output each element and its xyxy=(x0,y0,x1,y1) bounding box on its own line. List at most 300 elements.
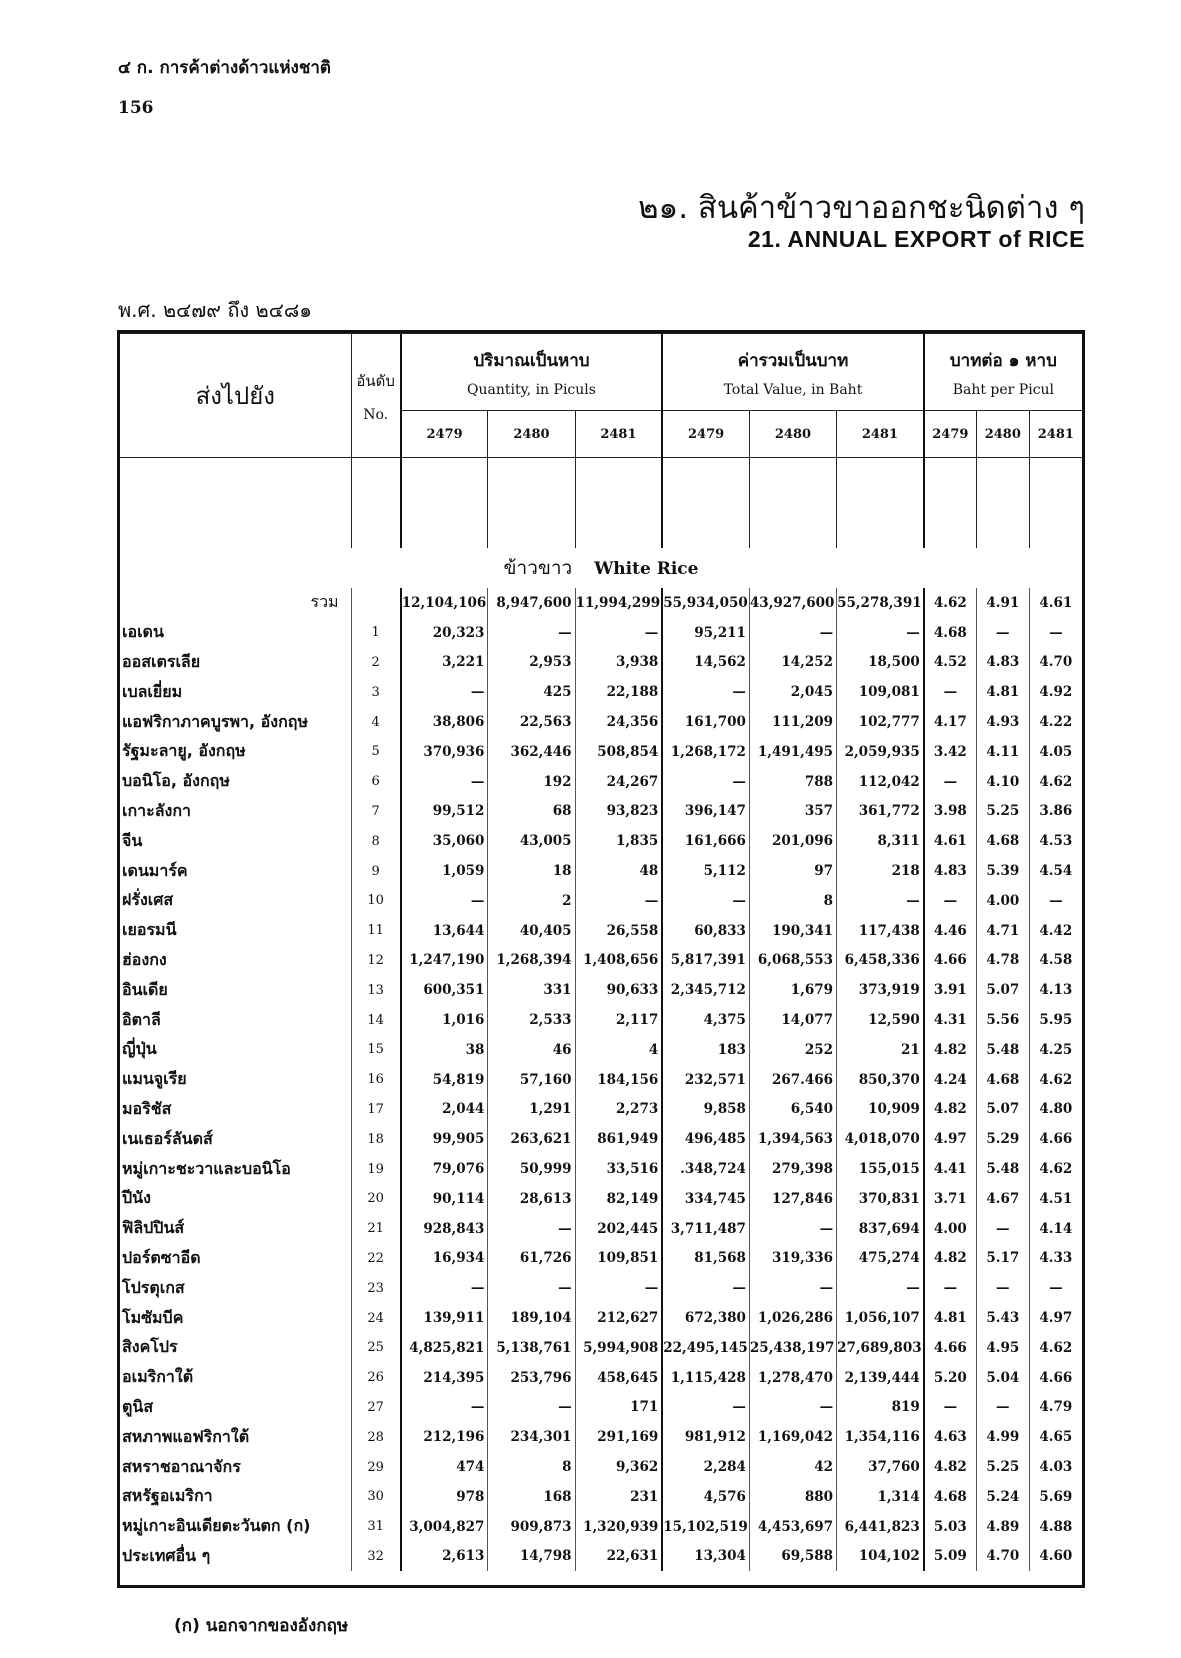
baht-per-picul-cell: 4.68 xyxy=(924,618,977,648)
value-cell: 4,576 xyxy=(662,1482,749,1512)
row-number-cell: 6 xyxy=(351,767,401,797)
baht-per-picul-cell: 4.22 xyxy=(1029,707,1082,737)
baht-per-picul-cell: 4.60 xyxy=(1029,1542,1082,1572)
quantity-cell: 33,516 xyxy=(575,1154,662,1184)
destination-cell: เนเธอร์ลันดส์ xyxy=(122,1128,213,1148)
destination-cell: สหภาพแอฟริกาใต้ xyxy=(122,1426,250,1446)
baht-per-picul-cell: 4.99 xyxy=(976,1422,1029,1452)
total-val-2480: 43,927,600 xyxy=(749,588,836,618)
baht-per-picul-cell: 4.92 xyxy=(1029,677,1082,707)
quantity-cell: 171 xyxy=(575,1393,662,1423)
row-number-cell: 3 xyxy=(351,677,401,707)
baht-per-picul-cell: — xyxy=(976,618,1029,648)
destination-cell: หมู่เกาะอินเดียตะวันตก (ก) xyxy=(122,1516,311,1536)
quantity-cell: 508,854 xyxy=(575,737,662,767)
row-number-cell: 22 xyxy=(351,1244,401,1274)
baht-per-picul-cell: 5.95 xyxy=(1029,1005,1082,1035)
row-number-cell: 11 xyxy=(351,916,401,946)
quantity-cell: — xyxy=(488,1393,575,1423)
baht-per-picul-cell: 4.17 xyxy=(924,707,977,737)
quantity-cell: 291,169 xyxy=(575,1422,662,1452)
value-cell: — xyxy=(662,886,749,916)
quantity-cell: 2,613 xyxy=(401,1542,488,1572)
baht-per-picul-cell: — xyxy=(976,1393,1029,1423)
baht-per-picul-cell: 5.07 xyxy=(976,1095,1029,1125)
value-cell: 14,562 xyxy=(662,648,749,678)
quantity-cell: 109,851 xyxy=(575,1244,662,1274)
footnote: (ก) นอกจากของอังกฤษ xyxy=(174,1616,349,1636)
value-cell: — xyxy=(837,1273,924,1303)
baht-per-picul-cell: 4.25 xyxy=(1029,1035,1082,1065)
page-number: 156 xyxy=(118,98,154,118)
value-cell: 97 xyxy=(749,856,836,886)
baht-per-picul-cell: 4.66 xyxy=(1029,1124,1082,1154)
baht-per-picul-cell: 4.41 xyxy=(924,1154,977,1184)
row-number-cell: 7 xyxy=(351,797,401,827)
value-cell: 2,284 xyxy=(662,1452,749,1482)
value-cell: — xyxy=(837,618,924,648)
table-row xyxy=(120,707,1082,737)
row-number-cell: 32 xyxy=(351,1542,401,1572)
quantity-cell: 231 xyxy=(575,1482,662,1512)
table-row xyxy=(120,975,1082,1005)
baht-per-picul-cell: 4.81 xyxy=(976,677,1029,707)
quantity-cell: 362,446 xyxy=(488,737,575,767)
destination-cell: บอนิโอ, อังกฤษ xyxy=(122,771,230,791)
quantity-cell: 1,268,394 xyxy=(488,946,575,976)
quantity-cell: — xyxy=(575,618,662,648)
value-cell: 42 xyxy=(749,1452,836,1482)
quantity-cell: 928,843 xyxy=(401,1214,488,1244)
table-row xyxy=(120,1244,1082,1274)
period-label: พ.ศ. ๒๔๗๙ ถึง ๒๔๘๑ xyxy=(118,298,312,322)
table-title-thai: ๒๑. สินค้าข้าวขาออกชะนิดต่าง ๆ xyxy=(638,190,1085,226)
value-cell: 8 xyxy=(749,886,836,916)
destination-cell: อิตาลี xyxy=(122,1009,161,1029)
quantity-cell: 48 xyxy=(575,856,662,886)
quantity-cell: 253,796 xyxy=(488,1363,575,1393)
baht-per-picul-cell: 4.66 xyxy=(924,1333,977,1363)
quantity-cell: 214,395 xyxy=(401,1363,488,1393)
value-cell: 18,500 xyxy=(837,648,924,678)
table-row xyxy=(120,1363,1082,1393)
value-cell: 396,147 xyxy=(662,797,749,827)
value-cell: 8,311 xyxy=(837,826,924,856)
destination-cell: สิงคโปร xyxy=(122,1337,178,1357)
destination-cell: ออสเตรเลีย xyxy=(122,651,201,671)
baht-per-picul-cell: 4.00 xyxy=(924,1214,977,1244)
baht-per-picul-cell: — xyxy=(1029,1273,1082,1303)
export-table-frame xyxy=(117,330,1085,1588)
baht-per-picul-cell: 4.62 xyxy=(1029,1065,1082,1095)
baht-per-picul-cell: 4.54 xyxy=(1029,856,1082,886)
destination-cell: ตูนิส xyxy=(122,1396,154,1416)
baht-per-picul-cell: 4.10 xyxy=(976,767,1029,797)
table-row xyxy=(120,1065,1082,1095)
year-header-qty-2481: 2481 xyxy=(575,411,662,458)
destination-cell: ปีนัง xyxy=(122,1188,151,1208)
baht-per-picul-cell: 4.97 xyxy=(1029,1303,1082,1333)
baht-per-picul-cell: 4.51 xyxy=(1029,1184,1082,1214)
row-number-cell: 27 xyxy=(351,1393,401,1423)
baht-per-picul-cell: 3.91 xyxy=(924,975,977,1005)
baht-per-picul-cell: 4.79 xyxy=(1029,1393,1082,1423)
baht-per-picul-cell: 4.82 xyxy=(924,1452,977,1482)
row-number-cell: 14 xyxy=(351,1005,401,1035)
baht-per-picul-cell: 4.71 xyxy=(976,916,1029,946)
quantity-cell: 82,149 xyxy=(575,1184,662,1214)
destination-cell: แอฟริกาภาคบูรพา, อังกฤษ xyxy=(122,711,309,731)
value-cell: 5,112 xyxy=(662,856,749,886)
table-row xyxy=(120,797,1082,827)
value-cell: 788 xyxy=(749,767,836,797)
quantity-cell: 57,160 xyxy=(488,1065,575,1095)
table-row xyxy=(120,1422,1082,1452)
value-cell: 232,571 xyxy=(662,1065,749,1095)
quantity-cell: 234,301 xyxy=(488,1422,575,1452)
value-cell: 10,909 xyxy=(837,1095,924,1125)
quantity-cell: 18 xyxy=(488,856,575,886)
quantity-cell: 40,405 xyxy=(488,916,575,946)
baht-per-picul-cell: 4.33 xyxy=(1029,1244,1082,1274)
row-number-cell: 20 xyxy=(351,1184,401,1214)
destination-cell: มอริชัส xyxy=(122,1098,172,1118)
quantity-cell: 212,196 xyxy=(401,1422,488,1452)
destination-cell: เยอรมนี xyxy=(122,920,177,940)
row-number-cell: 2 xyxy=(351,648,401,678)
quantity-cell: 99,512 xyxy=(401,797,488,827)
baht-per-picul-cell: 4.78 xyxy=(976,946,1029,976)
baht-per-picul-cell: — xyxy=(924,677,977,707)
quantity-cell: 331 xyxy=(488,975,575,1005)
baht-per-picul-cell: 4.31 xyxy=(924,1005,977,1035)
quantity-cell: — xyxy=(488,618,575,648)
baht-per-picul-cell: 5.56 xyxy=(976,1005,1029,1035)
value-cell: 127,846 xyxy=(749,1184,836,1214)
value-cell: 496,485 xyxy=(662,1124,749,1154)
quantity-cell: 189,104 xyxy=(488,1303,575,1333)
quantity-cell: 22,631 xyxy=(575,1542,662,1572)
total-qty-2479: 12,104,106 xyxy=(401,588,488,618)
baht-per-picul-cell: — xyxy=(1029,618,1082,648)
row-number-cell: 1 xyxy=(351,618,401,648)
quantity-cell: 22,188 xyxy=(575,677,662,707)
quantity-cell: 24,356 xyxy=(575,707,662,737)
destination-cell: รัฐมะลายู, อังกฤษ xyxy=(122,741,246,761)
quantity-cell: 22,563 xyxy=(488,707,575,737)
value-cell: 95,211 xyxy=(662,618,749,648)
year-header-val-2479: 2479 xyxy=(662,411,749,458)
value-cell: 102,777 xyxy=(837,707,924,737)
baht-per-picul-cell: 4.68 xyxy=(924,1482,977,1512)
value-cell: 2,059,935 xyxy=(837,737,924,767)
value-cell: 6,441,823 xyxy=(837,1512,924,1542)
destination-cell: ฟิลิปปินส์ xyxy=(122,1218,185,1238)
value-cell: 14,252 xyxy=(749,648,836,678)
quantity-cell: — xyxy=(488,1214,575,1244)
row-number-cell: 28 xyxy=(351,1422,401,1452)
quantity-cell: 1,247,190 xyxy=(401,946,488,976)
row-number-cell: 23 xyxy=(351,1273,401,1303)
baht-per-picul-cell: 4.13 xyxy=(1029,975,1082,1005)
quantity-cell: 99,905 xyxy=(401,1124,488,1154)
quantity-cell: 5,994,908 xyxy=(575,1333,662,1363)
quantity-cell: 4 xyxy=(575,1035,662,1065)
total-qty-2481: 11,994,299 xyxy=(575,588,662,618)
destination-cell: สหราชอาณาจักร xyxy=(122,1456,241,1476)
baht-per-picul-cell: 4.68 xyxy=(976,1065,1029,1095)
table-row xyxy=(120,1333,1082,1363)
quantity-cell: — xyxy=(488,1273,575,1303)
value-cell: 373,919 xyxy=(837,975,924,1005)
quantity-cell: 1,320,939 xyxy=(575,1512,662,1542)
baht-per-picul-cell: 4.52 xyxy=(924,648,977,678)
quantity-cell: 1,291 xyxy=(488,1095,575,1125)
value-cell: — xyxy=(749,1214,836,1244)
destination-cell: หมู่เกาะชะวาและบอนิโอ xyxy=(122,1158,291,1178)
value-cell: 6,458,336 xyxy=(837,946,924,976)
table-row xyxy=(120,916,1082,946)
value-cell: 370,831 xyxy=(837,1184,924,1214)
row-number-cell: 31 xyxy=(351,1512,401,1542)
value-cell: 6,068,553 xyxy=(749,946,836,976)
baht-per-picul-cell: 4.81 xyxy=(924,1303,977,1333)
table-row xyxy=(120,1452,1082,1482)
row-number-cell: 29 xyxy=(351,1452,401,1482)
quantity-cell: — xyxy=(401,1273,488,1303)
baht-per-picul-cell: 4.58 xyxy=(1029,946,1082,976)
baht-per-picul-cell: 4.63 xyxy=(924,1422,977,1452)
quantity-cell: 68 xyxy=(488,797,575,827)
table-row xyxy=(120,1154,1082,1184)
quantity-cell: 46 xyxy=(488,1035,575,1065)
baht-per-picul-cell: 4.82 xyxy=(924,1035,977,1065)
destination-cell: เดนมาร์ค xyxy=(122,860,188,880)
baht-per-picul-cell: 4.62 xyxy=(1029,1154,1082,1184)
quantity-cell: 2,953 xyxy=(488,648,575,678)
value-cell: 111,209 xyxy=(749,707,836,737)
baht-per-picul-cell: 4.03 xyxy=(1029,1452,1082,1482)
table-row xyxy=(120,1482,1082,1512)
quantity-cell: 50,999 xyxy=(488,1154,575,1184)
total-row xyxy=(120,588,1082,618)
quantity-cell: — xyxy=(401,1393,488,1423)
quantity-cell: 24,267 xyxy=(575,767,662,797)
baht-per-picul-cell: 4.66 xyxy=(1029,1363,1082,1393)
value-cell: 267.466 xyxy=(749,1065,836,1095)
baht-per-picul-cell: 4.88 xyxy=(1029,1512,1082,1542)
value-cell: 4,375 xyxy=(662,1005,749,1035)
baht-per-picul-cell: 4.46 xyxy=(924,916,977,946)
value-cell: 27,689,803 xyxy=(837,1333,924,1363)
table-row xyxy=(120,946,1082,976)
quantity-cell: 9,362 xyxy=(575,1452,662,1482)
baht-per-picul-cell: 5.24 xyxy=(976,1482,1029,1512)
baht-per-picul-cell: — xyxy=(924,1273,977,1303)
value-cell: 1,026,286 xyxy=(749,1303,836,1333)
quantity-cell: 38,806 xyxy=(401,707,488,737)
table-row xyxy=(120,1095,1082,1125)
table-row xyxy=(120,1512,1082,1542)
baht-per-picul-cell: — xyxy=(976,1273,1029,1303)
baht-per-picul-cell: 4.11 xyxy=(976,737,1029,767)
table-row xyxy=(120,1184,1082,1214)
baht-per-picul-group-header: บาทต่อ ๑ หาบ Baht per Picul xyxy=(924,334,1082,411)
value-cell: 218 xyxy=(837,856,924,886)
baht-per-picul-cell: 5.48 xyxy=(976,1154,1029,1184)
quantity-cell: 202,445 xyxy=(575,1214,662,1244)
baht-per-picul-cell: 4.05 xyxy=(1029,737,1082,767)
row-number-cell: 13 xyxy=(351,975,401,1005)
quantity-cell: 139,911 xyxy=(401,1303,488,1333)
value-cell: 1,278,470 xyxy=(749,1363,836,1393)
quantity-cell: 1,835 xyxy=(575,826,662,856)
quantity-group-header: ปริมาณเป็นหาบ Quantity, in Piculs xyxy=(401,334,663,411)
value-cell: 21 xyxy=(837,1035,924,1065)
table-title-english: 21. ANNUAL EXPORT of RICE xyxy=(747,226,1085,252)
destination-cell: อินเดีย xyxy=(122,979,168,999)
baht-per-picul-cell: 4.67 xyxy=(976,1184,1029,1214)
value-cell: — xyxy=(662,1273,749,1303)
quantity-cell: 212,627 xyxy=(575,1303,662,1333)
baht-per-picul-cell: 4.97 xyxy=(924,1124,977,1154)
value-cell: 1,169,042 xyxy=(749,1422,836,1452)
year-header-val-2480: 2480 xyxy=(749,411,836,458)
baht-per-picul-cell: 4.89 xyxy=(976,1512,1029,1542)
quantity-cell: 54,819 xyxy=(401,1065,488,1095)
value-cell: 1,115,428 xyxy=(662,1363,749,1393)
destination-cell: สหรัฐอเมริกา xyxy=(122,1486,213,1506)
year-header-bpp-2480: 2480 xyxy=(976,411,1029,458)
destination-cell: ประเทศอื่น ๆ xyxy=(122,1545,211,1565)
quantity-cell: 43,005 xyxy=(488,826,575,856)
baht-per-picul-cell: 4.82 xyxy=(924,1095,977,1125)
value-cell: 672,380 xyxy=(662,1303,749,1333)
quantity-cell: 909,873 xyxy=(488,1512,575,1542)
value-group-header: ค่ารวมเป็นบาท Total Value, in Baht xyxy=(662,334,924,411)
value-cell: 252 xyxy=(749,1035,836,1065)
value-cell: 837,694 xyxy=(837,1214,924,1244)
quantity-cell: — xyxy=(401,886,488,916)
quantity-cell: 3,221 xyxy=(401,648,488,678)
value-cell: 60,833 xyxy=(662,916,749,946)
quantity-cell: 2 xyxy=(488,886,575,916)
value-cell: 15,102,519 xyxy=(662,1512,749,1542)
value-cell: 1,491,495 xyxy=(749,737,836,767)
destination-cell: จีน xyxy=(122,830,143,850)
quantity-cell: 14,798 xyxy=(488,1542,575,1572)
table-row xyxy=(120,1303,1082,1333)
value-cell: 981,912 xyxy=(662,1422,749,1452)
year-header-qty-2479: 2479 xyxy=(401,411,488,458)
value-cell: 1,056,107 xyxy=(837,1303,924,1333)
table-row xyxy=(120,826,1082,856)
quantity-cell: 16,934 xyxy=(401,1244,488,1274)
value-cell: 117,438 xyxy=(837,916,924,946)
value-cell: 104,102 xyxy=(837,1542,924,1572)
total-bpp-2480: 4.91 xyxy=(976,588,1029,618)
year-header-bpp-2481: 2481 xyxy=(1029,411,1082,458)
value-cell: 361,772 xyxy=(837,797,924,827)
destination-cell: ปอร์ตซาอีด xyxy=(122,1247,201,1267)
total-val-2481: 55,278,391 xyxy=(837,588,924,618)
table-row xyxy=(120,1005,1082,1035)
value-cell: 183 xyxy=(662,1035,749,1065)
value-cell: 2,045 xyxy=(749,677,836,707)
baht-per-picul-cell: — xyxy=(924,1393,977,1423)
quantity-cell: 3,938 xyxy=(575,648,662,678)
quantity-cell: 61,726 xyxy=(488,1244,575,1274)
quantity-cell: — xyxy=(401,677,488,707)
baht-per-picul-cell: 3.86 xyxy=(1029,797,1082,827)
baht-per-picul-cell: 5.03 xyxy=(924,1512,977,1542)
destination-cell: เบลเยี่ยม xyxy=(122,681,183,701)
value-cell: 109,081 xyxy=(837,677,924,707)
value-cell: 112,042 xyxy=(837,767,924,797)
total-val-2479: 55,934,050 xyxy=(662,588,749,618)
quantity-cell: 192 xyxy=(488,767,575,797)
quantity-cell: 5,138,761 xyxy=(488,1333,575,1363)
row-number-cell: 18 xyxy=(351,1124,401,1154)
value-cell: 4,453,697 xyxy=(749,1512,836,1542)
value-cell: 190,341 xyxy=(749,916,836,946)
value-cell: 69,588 xyxy=(749,1542,836,1572)
baht-per-picul-cell: 4.80 xyxy=(1029,1095,1082,1125)
quantity-cell: 2,273 xyxy=(575,1095,662,1125)
baht-per-picul-cell: 5.48 xyxy=(976,1035,1029,1065)
baht-per-picul-cell: 5.25 xyxy=(976,1452,1029,1482)
quantity-cell: 93,823 xyxy=(575,797,662,827)
baht-per-picul-cell: 4.14 xyxy=(1029,1214,1082,1244)
value-cell: 9,858 xyxy=(662,1095,749,1125)
value-cell: 880 xyxy=(749,1482,836,1512)
quantity-cell: 28,613 xyxy=(488,1184,575,1214)
baht-per-picul-cell: 5.43 xyxy=(976,1303,1029,1333)
quantity-cell: — xyxy=(575,1273,662,1303)
row-number-cell: 10 xyxy=(351,886,401,916)
table-row xyxy=(120,1035,1082,1065)
baht-per-picul-cell: 5.29 xyxy=(976,1124,1029,1154)
total-bpp-2481: 4.61 xyxy=(1029,588,1082,618)
baht-per-picul-cell: 5.39 xyxy=(976,856,1029,886)
value-cell: 6,540 xyxy=(749,1095,836,1125)
value-cell: 1,354,116 xyxy=(837,1422,924,1452)
baht-per-picul-cell: — xyxy=(924,767,977,797)
quantity-cell: 1,016 xyxy=(401,1005,488,1035)
quantity-cell: 38 xyxy=(401,1035,488,1065)
baht-per-picul-cell: 4.53 xyxy=(1029,826,1082,856)
value-cell: 81,568 xyxy=(662,1244,749,1274)
quantity-cell: 184,156 xyxy=(575,1065,662,1095)
value-cell: 201,096 xyxy=(749,826,836,856)
row-number-cell: 19 xyxy=(351,1154,401,1184)
baht-per-picul-cell: 4.95 xyxy=(976,1333,1029,1363)
quantity-cell: 3,004,827 xyxy=(401,1512,488,1542)
baht-per-picul-cell: 4.83 xyxy=(924,856,977,886)
baht-per-picul-cell: 4.70 xyxy=(976,1542,1029,1572)
row-number-cell: 12 xyxy=(351,946,401,976)
destination-cell: ฮ่องกง xyxy=(122,949,167,969)
value-cell: 161,700 xyxy=(662,707,749,737)
quantity-cell: 35,060 xyxy=(401,826,488,856)
table-row xyxy=(120,648,1082,678)
row-number-cell: 9 xyxy=(351,856,401,886)
value-cell: 2,139,444 xyxy=(837,1363,924,1393)
quantity-cell: 370,936 xyxy=(401,737,488,767)
table-row xyxy=(120,1273,1082,1303)
quantity-cell: 263,621 xyxy=(488,1124,575,1154)
baht-per-picul-cell: 4.42 xyxy=(1029,916,1082,946)
